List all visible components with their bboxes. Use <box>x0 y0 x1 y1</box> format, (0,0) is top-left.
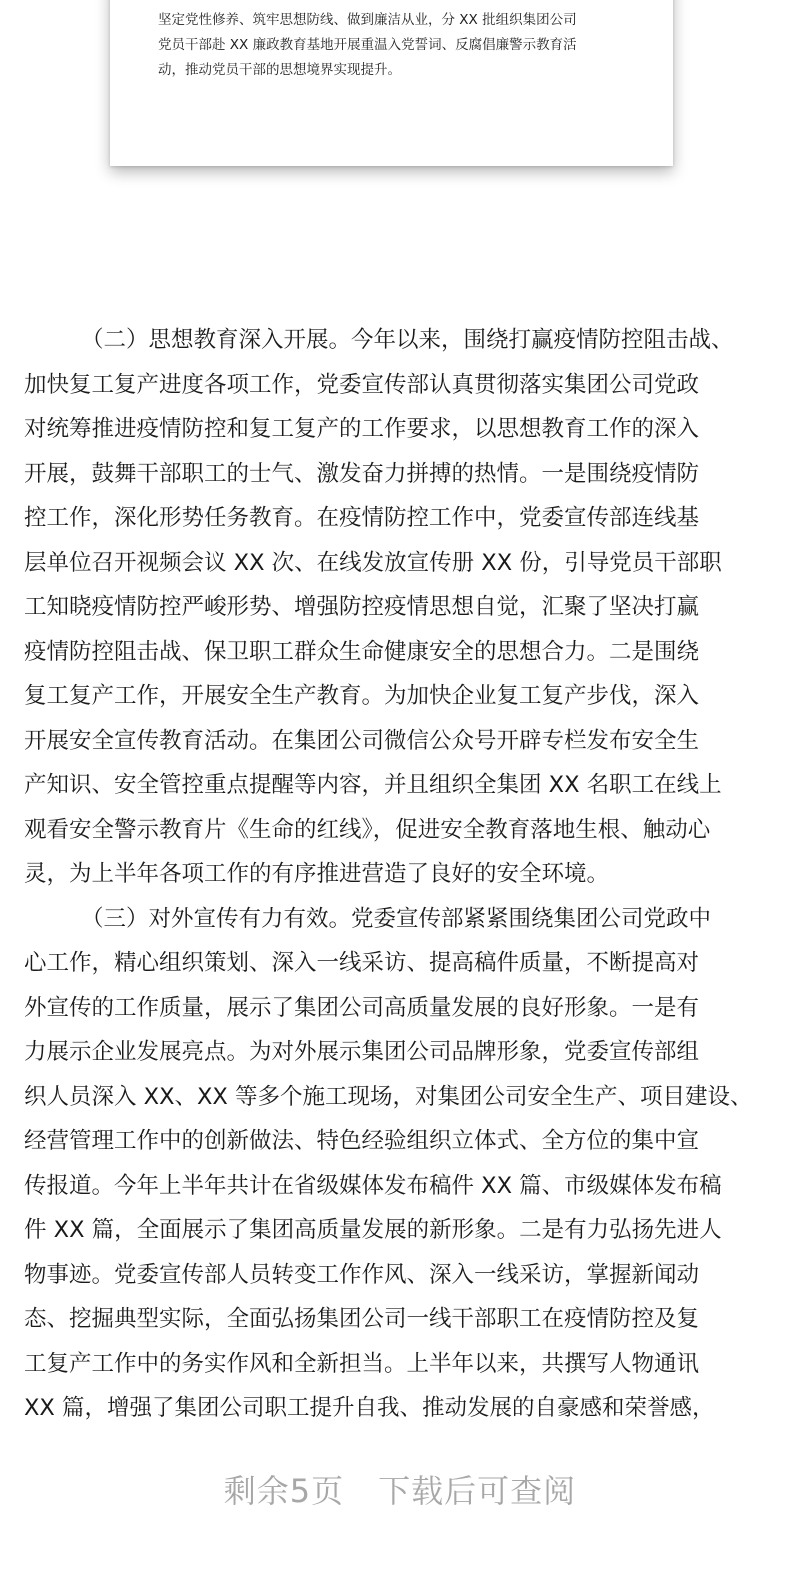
text-line: 疫情防控阻击战、保卫职工群众生命健康安全的思想合力。二是围绕 <box>24 638 700 665</box>
paragraph-heading-3: （三）对外宣传有力有效。党委宣传部紧紧围绕集团公司党政中 <box>81 905 712 932</box>
previous-page-card <box>110 0 673 166</box>
previous-page-text <box>158 8 648 83</box>
text-line: 态、挖掘典型实际，全面弘扬集团公司一线干部职工在疫情防控及复 <box>24 1306 700 1332</box>
text-line: 坚定党性修养、筑牢思想防线、做到廉洁从业，分 XX 批组织集团公司 <box>158 12 577 28</box>
download-prompt[interactable] <box>0 1466 800 1512</box>
text-line: 件 XX 篇，全面展示了集团高质量发展的新形象。二是有力弘扬先进人 <box>24 1217 722 1243</box>
text-line: 加快复工复产进度各项工作，党委宣传部认真贯彻落实集团公司党政 <box>24 371 700 398</box>
download-to-view-label: 下载后可查阅 <box>378 1472 577 1510</box>
text-line: 观看安全警示教育片《生命的红线》，促进安全教育落地生根、触动心 <box>24 816 711 843</box>
text-line: 力展示企业发展亮点。为对外展示集团公司品牌形象，党委宣传部组 <box>24 1039 700 1065</box>
text-line: 开展安全宣传教育活动。在集团公司微信公众号开辟专栏发布安全生 <box>24 727 700 754</box>
text-line: 工复产工作中的务实作风和全新担当。上半年以来，共撰写人物通讯 <box>24 1350 700 1377</box>
document-body <box>24 318 772 1431</box>
text-line: 动，推动党员干部的思想境界实现提升。 <box>158 62 401 78</box>
text-line: 物事迹。党委宣传部人员转变工作作风、深入一线采访，掌握新闻动 <box>24 1261 700 1288</box>
text-line: 产知识、安全管控重点提醒等内容，并且组织全集团 XX 名职工在线上 <box>24 772 722 798</box>
text-line: 心工作，精心组织策划、深入一线采访、提高稿件质量，不断提高对 <box>24 950 700 976</box>
text-line: 层单位召开视频会议 XX 次、在线发放宣传册 XX 份，引导党员干部职 <box>24 549 722 576</box>
text-line: 对统筹推进疫情防控和复工复产的工作要求，以思想教育工作的深入 <box>24 416 700 442</box>
paragraph-heading-2: （二）思想教育深入开展。今年以来，围绕打赢疫情防控阻击战、 <box>81 327 734 353</box>
text-line: 开展，鼓舞干部职工的士气、激发奋力拼搏的热情。一是围绕疫情防 <box>24 460 700 487</box>
text-line: 复工复产工作，开展安全生产教育。为加快企业复工复产步伐，深入 <box>24 683 700 709</box>
text-line: 灵，为上半年各项工作的有序推进营造了良好的安全环境。 <box>24 861 610 887</box>
remaining-pages-label: 剩余5页 <box>223 1472 345 1510</box>
text-line: XX 篇，增强了集团公司职工提升自我、推动发展的自豪感和荣誉感， <box>24 1395 715 1421</box>
text-line: 经营管理工作中的创新做法、特色经验组织立体式、全方位的集中宣 <box>24 1128 700 1154</box>
text-line: 外宣传的工作质量，展示了集团公司高质量发展的良好形象。一是有 <box>24 994 700 1021</box>
text-line: 传报道。今年上半年共计在省级媒体发布稿件 XX 篇、市级媒体发布稿 <box>24 1172 722 1199</box>
text-line: 工知晓疫情防控严峻形势、增强防控疫情思想自觉，汇聚了坚决打赢 <box>24 594 700 620</box>
text-line: 党员干部赴 XX 廉政教育基地开展重温入党誓词、反腐倡廉警示教育活 <box>158 37 577 53</box>
text-line: 控工作，深化形势任务教育。在疫情防控工作中，党委宣传部连线基 <box>24 505 700 531</box>
text-line: 织人员深入 XX、XX 等多个施工现场，对集团公司安全生产、项目建设、 <box>24 1083 753 1110</box>
